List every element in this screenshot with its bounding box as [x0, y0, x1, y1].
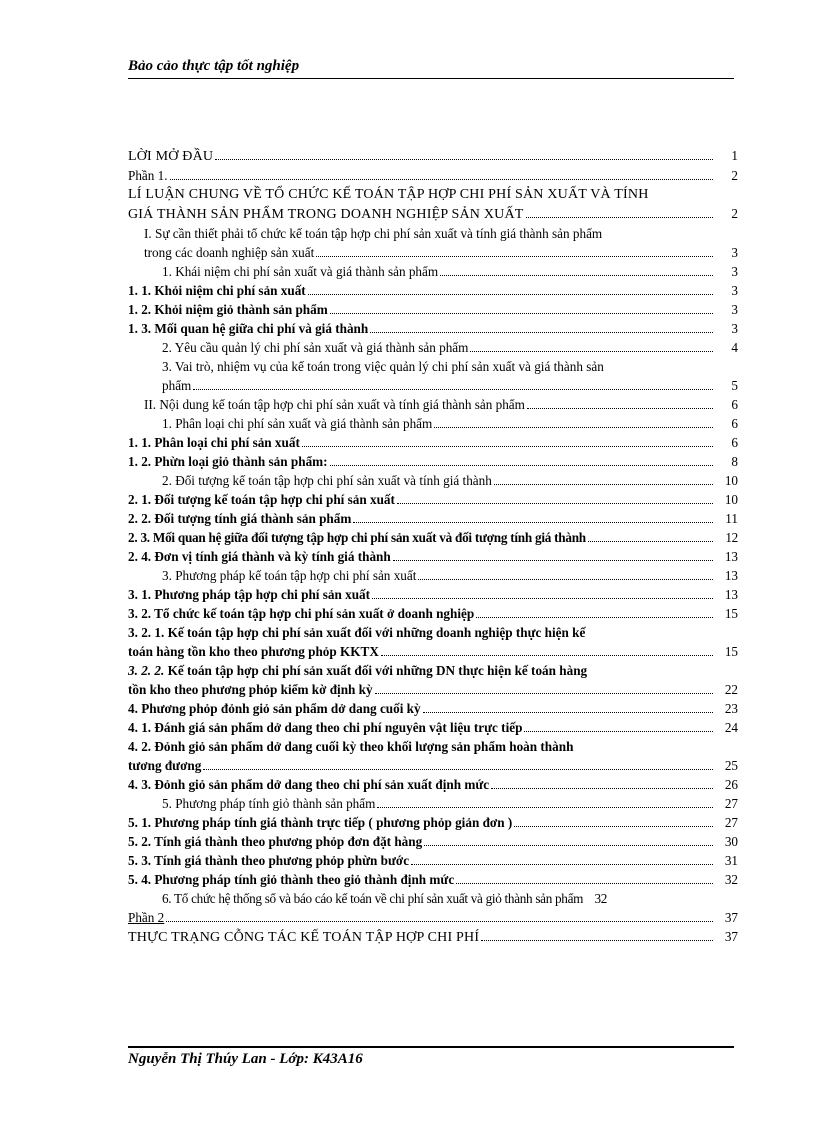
toc-entry[interactable]	[128, 166, 738, 185]
toc-entry-title: 4. 1. Đánh giá sản phẩm dở dang theo chi phí nguyên vật liệu trực tiếp	[128, 720, 523, 735]
toc-entry-title-line2: trong các doanh nghiệp sản xuất	[144, 245, 315, 260]
toc-entry-page: 1	[731, 148, 738, 163]
toc-entry[interactable]	[128, 604, 738, 623]
toc-entry[interactable]	[128, 851, 738, 870]
toc-entry-page: 3	[731, 302, 738, 317]
toc-entry-title: 3. 2. Tổ chức kế toán tập hợp chi phí sản xuất ở doanh nghiệp	[128, 606, 475, 621]
toc-entry-title: 1. Phân loại chi phí sản xuất và giá thành sản phẩm	[162, 416, 433, 431]
toc-entry[interactable]	[128, 338, 738, 357]
toc-entry-page: 8	[731, 454, 738, 469]
toc-entry-page: 6	[731, 416, 738, 431]
toc-entry-page: 3	[731, 264, 738, 279]
toc-entry-title: 5. 4. Phương pháp tính giỏ thành theo giỏ thành định mức	[128, 872, 455, 887]
toc-entry[interactable]	[128, 433, 738, 452]
toc-entry-title: 5. Phương pháp tính giỏ thành sản phẩm	[162, 796, 376, 811]
toc-entry-page: 32	[594, 891, 608, 906]
toc-entry[interactable]	[128, 870, 738, 889]
toc-entry-page: 27	[724, 815, 738, 830]
toc-entry-page: 25	[724, 758, 738, 773]
toc-entry-title-line2: phẩm	[162, 378, 192, 393]
dot-leader	[377, 806, 713, 808]
toc-entry[interactable]	[128, 737, 738, 775]
toc-entry-title: 1. Khái niệm chi phí sản xuất và giá thành sản phẩm	[162, 264, 439, 279]
toc-entry[interactable]	[128, 585, 738, 604]
toc-entry[interactable]	[128, 146, 738, 166]
dot-leader	[491, 787, 713, 789]
toc-entry-title-line1: 4. 2. Đỏnh giỏ sản phẩm dở dang cuối kỳ theo khối lượng sản phẩm hoàn thành	[128, 739, 574, 754]
toc-entry-page: 26	[724, 777, 738, 792]
toc-entry-title: II. Nội dung kế toán tập hợp chi phí sản xuất và tính giá thành sản phẩm	[144, 397, 525, 412]
page-header: Bảo cảo thực tập tốt nghiệp	[128, 58, 734, 79]
dot-leader	[588, 540, 713, 542]
dot-leader	[316, 255, 713, 257]
dot-leader	[397, 502, 713, 504]
toc-entry-page: 37	[724, 910, 738, 925]
toc-entry-title: 2. 2. Đối tượng tính giá thành sản phẩm	[128, 511, 352, 526]
toc-entry-title-line2: tương đương	[128, 758, 202, 773]
toc-entry-page: 2	[731, 206, 738, 221]
dot-leader	[203, 768, 713, 770]
toc-entry-title-line1: LÍ LUẬN CHUNG VỀ TỔ CHỨC KẾ TOÁN TẬP HỢP CHI PHÍ SẢN XUẤT VÀ TÍNH	[128, 187, 649, 202]
toc-entry-page: 32	[724, 872, 738, 887]
toc-entry-page: 13	[724, 549, 738, 564]
toc-entry-page: 3	[731, 245, 738, 260]
toc-entry[interactable]	[128, 490, 738, 509]
toc-entry[interactable]	[128, 224, 738, 262]
dot-leader	[434, 426, 713, 428]
dot-leader	[372, 597, 713, 599]
toc-entry-title: 5. 3. Tính giá thành theo phương phỏp phừn bước	[128, 853, 410, 868]
toc-entry-title: 1. 3. Mối quan hệ giữa chi phí và giá thành	[128, 321, 369, 336]
toc-entry-page: 10	[724, 473, 738, 488]
toc-entry-title: 2. 1. Đối tượng kế toán tập hợp chi phí sản xuất	[128, 492, 395, 507]
toc-entry-title-line2: toán hàng tồn kho theo phương phỏp KKTX	[128, 644, 379, 659]
toc-entry-page: 27	[724, 796, 738, 811]
dot-leader	[526, 216, 713, 218]
toc-entry[interactable]	[128, 414, 738, 433]
dot-leader	[476, 616, 713, 618]
dot-leader	[375, 692, 713, 694]
dot-leader	[481, 939, 713, 941]
dot-leader	[456, 882, 713, 884]
toc-entry-title: Phần 2	[128, 910, 165, 925]
dot-leader	[215, 158, 713, 160]
toc-entry-title: 1. 1. Khỏi niệm chi phí sản xuất	[128, 283, 306, 298]
toc-entry-title-line1: 3. 2. 1. Kế toán tập hợp chi phí sản xuất đối với những doanh nghiệp thực hiện kế	[128, 625, 586, 640]
toc-entry[interactable]	[128, 832, 738, 851]
dot-leader	[302, 445, 713, 447]
toc-entry-page: 13	[724, 587, 738, 602]
toc-entry-title: 6. Tổ chức hệ thống sổ và báo cáo kế toán về chi phí sản xuất và giỏ thành sản phẩm	[162, 891, 584, 906]
dot-leader	[440, 274, 713, 276]
toc-entry[interactable]	[128, 813, 738, 832]
toc-entry-title: 2. 3. Mối quan hệ giữa đối tượng tập hợp chi phí sản xuất và đối tượng tính giá thành	[128, 530, 586, 545]
toc-entry-page: 31	[724, 853, 738, 868]
toc-entry-title-line2: GIÁ THÀNH SẢN PHẨM TRONG DOANH NGHIỆP SẢN XUẤT	[128, 207, 524, 222]
dot-leader	[418, 578, 713, 580]
dot-leader	[494, 483, 713, 485]
page-footer: Nguyễn Thị Thúy Lan - Lớp: K43A16	[128, 1046, 734, 1068]
toc-entry-title: 5. 2. Tính giá thành theo phương phỏp đơn đặt hàng	[128, 834, 423, 849]
dot-leader	[423, 711, 713, 713]
toc-entry-title: 2. Yêu cầu quản lý chi phí sản xuất và giá thành sản phẩm	[162, 340, 469, 355]
toc-entry-page: 4	[731, 340, 738, 355]
toc-entry-title: 3. 1. Phương pháp tập hợp chi phí sản xuất	[128, 587, 371, 602]
toc-entry[interactable]	[128, 718, 738, 737]
toc-entry-title-line1: Kế toán tập hợp chi phí sản xuất đối với những DN thực hiện kế toán hàng	[164, 663, 588, 678]
toc-entry[interactable]	[128, 395, 738, 414]
toc-entry-title: 2. 4. Đơn vị tính giá thành và kỳ tính giá thành	[128, 549, 391, 564]
toc-entry-page: 30	[724, 834, 738, 849]
toc-entry[interactable]	[128, 319, 738, 338]
toc-entry-title: 1. 1. Phân loại chi phí sản xuất	[128, 435, 300, 450]
toc-entry[interactable]	[128, 185, 738, 224]
toc-entry[interactable]	[128, 262, 738, 281]
dot-leader	[424, 844, 713, 846]
toc-entry-page: 11	[725, 511, 738, 526]
dot-leader	[330, 464, 713, 466]
toc-entry-title: 2. Đối tượng kế toán tập hợp chi phí sản xuất và tính giá thành	[162, 473, 492, 488]
toc-entry-page: 15	[724, 606, 738, 621]
toc-entry-title: 3. Phương pháp kế toán tập hợp chi phí sản xuất	[162, 568, 417, 583]
toc-entry-title: LỜI MỞ ĐẦU	[128, 149, 214, 164]
toc-entry[interactable]	[128, 471, 738, 490]
dot-leader	[514, 825, 713, 827]
toc-entry-title: 1. 2. Phừn loại giỏ thành sản phẩm:	[128, 454, 328, 469]
toc-entry-page: 5	[731, 378, 738, 393]
toc-entry[interactable]	[128, 300, 738, 319]
toc-entry[interactable]	[128, 452, 738, 471]
toc-entry-title: 1. 2. Khỏi niệm giỏ thành sản phẩm	[128, 302, 328, 317]
toc-entry-page: 3	[731, 283, 738, 298]
dot-leader	[393, 559, 713, 561]
toc-entry-title: THỰC TRẠNG CỖNG TÁC KẾ TOÁN TẬP HỢP CHI PHÍ	[128, 930, 480, 945]
toc-entry-title-line1: I. Sự cần thiết phải tổ chức kế toán tập hợp chi phí sản xuất và tính giá thành sản phẩm	[144, 226, 603, 241]
toc-entry-page: 37	[724, 929, 738, 944]
toc-entry[interactable]	[128, 927, 738, 947]
toc-entry[interactable]	[128, 528, 738, 547]
toc-entry[interactable]	[128, 794, 738, 813]
table-of-contents	[128, 146, 738, 947]
dot-leader	[170, 178, 713, 180]
toc-entry[interactable]	[128, 566, 738, 585]
toc-entry-page: 23	[724, 701, 738, 716]
toc-entry[interactable]	[128, 661, 738, 699]
toc-entry[interactable]	[128, 623, 738, 661]
toc-entry-page: 10	[724, 492, 738, 507]
toc-entry[interactable]	[128, 889, 738, 908]
toc-entry-page: 3	[731, 321, 738, 336]
dot-leader	[411, 863, 713, 865]
toc-entry-number: 3. 2. 2.	[128, 663, 165, 678]
toc-entry[interactable]	[128, 908, 738, 927]
dot-leader	[470, 350, 713, 352]
toc-entry[interactable]	[128, 699, 738, 718]
toc-entry-title-line2: tồn kho theo phương phỏp kiểm kờ định kỳ	[128, 682, 373, 697]
dot-leader	[524, 730, 713, 732]
toc-entry-page: 24	[724, 720, 738, 735]
toc-entry-page: 13	[724, 568, 738, 583]
toc-entry[interactable]	[128, 775, 738, 794]
dot-leader	[353, 521, 713, 523]
toc-entry-page: 15	[724, 644, 738, 659]
toc-entry-title-line1: 3. Vai trò, nhiệm vụ của kế toán trong việc quản lý chi phí sản xuất và giá thành sản	[162, 359, 604, 374]
toc-entry[interactable]	[128, 357, 738, 395]
dot-leader	[527, 407, 713, 409]
toc-entry-page: 2	[731, 168, 738, 183]
toc-entry-title: 4. Phương phỏp đỏnh giỏ sản phẩm dở dang cuối kỳ	[128, 701, 421, 716]
dot-leader	[330, 312, 713, 314]
toc-entry-page: 22	[724, 682, 738, 697]
toc-entry-title: Phần 1.	[128, 168, 168, 183]
dot-leader	[381, 654, 713, 656]
toc-entry[interactable]	[128, 281, 738, 300]
dot-leader	[193, 388, 713, 390]
toc-entry-page: 6	[731, 435, 738, 450]
dot-leader	[308, 293, 713, 295]
toc-entry-page: 12	[725, 530, 738, 545]
toc-entry[interactable]	[128, 509, 738, 528]
toc-entry-title: 4. 3. Đỏnh giỏ sản phẩm dở dang theo chi phí sản xuất định mức	[128, 777, 490, 792]
toc-entry-title: 5. 1. Phương pháp tính giá thành trực tiếp ( phương phỏp giản đơn )	[128, 815, 513, 830]
dot-leader	[166, 920, 713, 922]
toc-entry-page: 6	[731, 397, 738, 412]
toc-entry[interactable]	[128, 547, 738, 566]
dot-leader	[370, 331, 713, 333]
